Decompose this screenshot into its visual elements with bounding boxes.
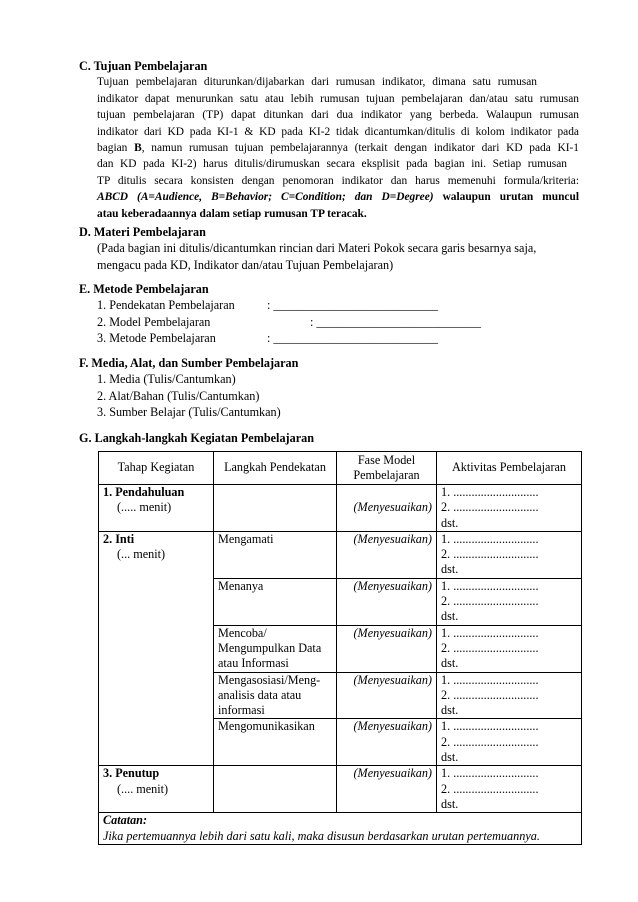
tahap-cell [99,719,214,766]
aktivitas-cell [437,625,582,672]
langkah-cell [214,485,337,532]
section-c-line8-bold: walaupun urutan muncul [433,191,579,204]
section-g-heading: G. Langkah-langkah Kegiatan Pembelajaran [79,431,314,445]
fase-text: (Menyesuaikan) [353,531,432,546]
section-e-heading: E. Metode Pembelajaran [79,282,209,296]
fase-text: (Menyesuaikan) [353,500,432,514]
method-row [97,297,579,313]
section-c-line: indikator dari KD pada KI-1 & KD pada KI-2 tidak dicantumkan/ditulis di kolom indikator pada [97,125,579,138]
method-label: 3. Metode Pembelajaran [97,331,216,346]
catatan-label: Catatan: [103,813,148,828]
section-c-line5-post: , namun rumusan tujuan pembelajarannya (terkait dengan indikator dari KD pada KI-1 [141,142,579,155]
fase-cell [337,672,437,719]
fase-text: (Menyesuaikan) [353,578,432,593]
section-c-line: Tujuan pembelajaran diturunkan/dijabarkan dari rumusan indikator, dimana satu rumusan [97,76,537,89]
section-f-list [79,371,579,420]
tahap-cell [99,625,214,672]
tahap-title: 2. Inti [103,531,135,546]
aktivitas-cell [437,578,582,625]
step-label: Mengomunikasikan [218,719,315,734]
activity-line: 1. ............................ [441,766,539,781]
section-c [79,58,579,222]
langkah-cell [214,625,337,672]
header-aktivitas: Aktivitas Pembelajaran [437,452,582,485]
catatan-cell [99,813,582,845]
fase-cell [337,485,437,532]
activity-line: 1. ............................ [441,719,539,734]
activity-line: 2. ............................ [441,640,539,655]
section-c-body [79,74,579,222]
section-c-line [97,140,579,156]
fase-text: (Menyesuaikan) [353,719,432,734]
activity-line: dst. [441,656,459,671]
activity-line: dst. [441,750,459,765]
table-row [99,578,582,625]
langkah-cell [214,672,337,719]
header-tahap: Tahap Kegiatan [99,452,214,485]
section-c-line: TP ditulis secara konsisten dengan penomoran indikator dan harus memenuhi formula/kriteria: [97,174,579,187]
method-label: 2. Model Pembelajaran [97,314,211,329]
abcd-formula: ABCD (A=Audience, B=Behavior; C=Condition; dan D=Degree) [97,191,434,204]
fase-cell [337,578,437,625]
step-label: Mengasosiasi/Meng-analisis data atau informasi [218,672,321,718]
aktivitas-cell [437,766,582,813]
langkah-cell [214,719,337,766]
section-c-line [97,189,579,205]
section-d-line: (Pada bagian ini ditulis/dicantumkan rincian dari Materi Pokok secara garis besarnya saja, [97,241,537,256]
activity-line: 1. ............................ [441,625,539,640]
section-d-body [79,240,579,273]
section-c-line: indikator dapat menurunkan satu atau lebih rumusan tujuan pembelajaran dan/atau satu rumusan [97,92,579,105]
step-label: Mengamati [218,531,274,546]
activity-line: 2. ............................ [441,781,539,796]
header-langkah: Langkah Pendekatan [214,452,337,485]
section-d-heading: D. Materi Pembelajaran [79,225,206,239]
method-blank[interactable]: : ___________________________ [267,331,438,346]
section-c-line5-bold: B [134,142,142,155]
langkah-cell [214,531,337,578]
section-c-heading: C. Tujuan Pembelajaran [79,59,208,73]
aktivitas-cell [437,672,582,719]
activity-line: 2. ............................ [441,687,539,702]
tahap-time: (... menit) [117,547,166,562]
section-c-line: atau keberadaannya dalam setiap rumusan TP teracak. [97,207,367,220]
media-item: 1. Media (Tulis/Cantumkan) [97,372,236,387]
activity-line: dst. [441,515,459,530]
section-f-heading: F. Media, Alat, dan Sumber Pembelajaran [79,356,299,370]
table-row [99,625,582,672]
method-row [97,330,579,346]
section-e [79,281,579,347]
activity-line: dst. [441,703,459,718]
activity-line: 2. ............................ [441,594,539,609]
activity-line: 1. ............................ [441,672,539,687]
tahap-title: 3. Penutup [103,766,160,781]
fase-cell [337,625,437,672]
media-item: 2. Alat/Bahan (Tulis/Cantumkan) [97,388,260,403]
activities-table [98,451,582,845]
section-e-list [79,297,579,346]
table-row [99,766,582,813]
fase-cell [337,531,437,578]
activity-line: dst. [441,796,459,811]
aktivitas-cell [437,719,582,766]
section-c-line5-pre: bagian [97,142,128,155]
method-label: 1. Pendekatan Pembelajaran [97,298,235,313]
method-row [97,314,579,330]
activity-line: 1. ............................ [441,485,539,499]
table-row-catatan [99,813,582,845]
catatan-text: Jika pertemuannya lebih dari satu kali, maka disusun berdasarkan urutan pertemuannya. [103,828,540,843]
activity-line: 1. ............................ [441,531,539,546]
media-item: 3. Sumber Belajar (Tulis/Cantumkan) [97,405,281,420]
table-row [99,672,582,719]
tahap-cell [99,485,214,532]
step-label: Mencoba/ Mengumpulkan Data atau Informasi [218,625,322,671]
activity-line: 1. ............................ [441,578,539,593]
activity-line: dst. [441,562,459,577]
tahap-time: (..... menit) [117,500,172,515]
aktivitas-cell [437,485,582,532]
tahap-cell [99,578,214,625]
table-header-row [99,452,582,485]
langkah-cell [214,766,337,813]
fase-text: (Menyesuaikan) [353,672,432,687]
activity-line: 2. ............................ [441,500,539,515]
fase-cell [337,719,437,766]
aktivitas-cell [437,531,582,578]
method-blank[interactable]: : ___________________________ [310,314,481,329]
section-d [79,224,579,273]
section-f [79,355,579,421]
activity-line: 2. ............................ [441,547,539,562]
step-label: Menanya [218,578,264,593]
header-fase: Fase Model Pembelajaran [337,452,437,485]
section-c-line: tujuan pembelajaran (TP) dapat ditunkan dari dua indikator yang berbeda. Walaupun rumusan [97,109,579,122]
section-d-line: mengacu pada KD, Indikator dan/atau Tujuan Pembelajaran) [97,257,394,272]
section-g [79,430,579,446]
tahap-cell [99,531,214,578]
table-row [99,531,582,578]
tahap-time: (.... menit) [117,781,169,796]
tahap-cell [99,672,214,719]
tahap-title: 1. Pendahuluan [103,485,185,499]
activity-line: 2. ............................ [441,734,539,749]
table-row [99,719,582,766]
fase-text: (Menyesuaikan) [353,766,432,781]
tahap-cell [99,766,214,813]
activity-line: dst. [441,609,459,624]
section-c-line: dan KD pada KI-2) harus ditulis/dirumuskan secara eksplisit pada bagian ini. Setiap rumusan [97,158,567,171]
method-blank[interactable]: : ___________________________ [267,298,438,313]
fase-cell [337,766,437,813]
langkah-cell [214,578,337,625]
table-row [99,485,582,532]
fase-text: (Menyesuaikan) [353,625,432,640]
